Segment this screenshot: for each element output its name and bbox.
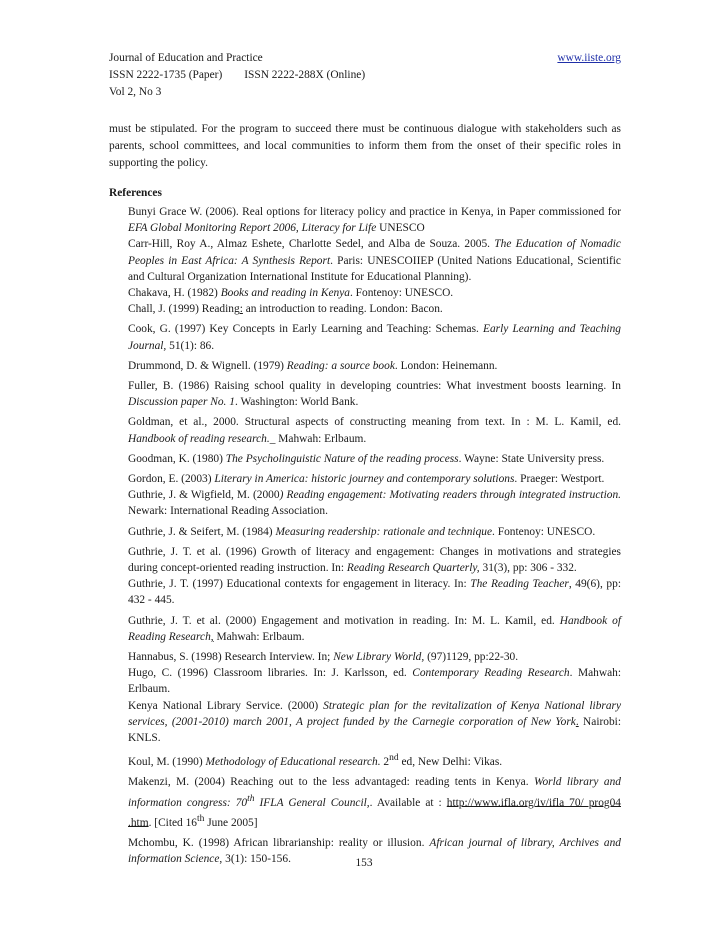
reference-entry [128, 665, 621, 697]
reference-entry [128, 285, 621, 301]
page-number: 153 [355, 857, 373, 869]
reference-text: Cook, G. (1997) Key Concepts in Early Learning and Teaching: Schemas. [128, 323, 484, 336]
reference-text: Goodman, K. (1980) [128, 452, 226, 465]
reference-text: Books and reading in Kenya [220, 287, 350, 300]
reference-text: Drummond, D. & Wignell. (1979) [128, 359, 287, 372]
reference-text: Bunyi Grace W. (2006). Real options for literacy policy and practice in Kenya, in Paper commissioned for [128, 206, 621, 218]
reference-text: . Washington: World Bank. [234, 396, 359, 409]
issn-online: ISSN 2222-288X (Online) [244, 69, 366, 81]
issn-line [109, 67, 621, 84]
reference-entry [128, 301, 621, 317]
reference-entry [128, 524, 621, 540]
reference-text: . Praeger: Westport. [514, 473, 605, 486]
reference-text: New Library World, [333, 651, 425, 664]
reference-text: World library and information congress: 70 [128, 776, 621, 809]
reference-text: 51(1): 86. [166, 339, 215, 352]
reference-text: an introduction to reading. London: Bacon. [242, 303, 443, 316]
reference-text: Handbook of Reading Research [128, 614, 621, 643]
body-paragraph: must be stipulated. For the program to succeed there must be continuous dialogue with stakeholders such as parents, school committees, and local communities to inform them from the onset of their specific roles in supporting the policy. [109, 123, 621, 169]
reference-text[interactable]: http://www.ifla.org/iv/ifla 70/ prog04 .htm [128, 796, 621, 829]
reference-text: , [210, 630, 214, 643]
reference-entry [128, 698, 621, 747]
reference-text: Newark: International Reading Association. [128, 505, 328, 518]
reference-text: Chall, J. (1999) Reading [128, 303, 240, 316]
reference-text: Guthrie, J. T. et al. (2000) Engagement and motivation in reading. In: M. L. Kamil, ed. [128, 614, 560, 627]
reference-entry [128, 613, 621, 645]
reference-text: Nairobi: KNLS. [128, 715, 621, 745]
reference-text: . Available at : [369, 796, 447, 809]
reference-text: 31(3), pp: 306 - 332. [479, 562, 577, 575]
reference-text: IFLA General Council, [254, 796, 370, 809]
reference-text: Reading Research Quarterly, [346, 562, 480, 575]
reference-text: . Paris: UNESCOIIEP (United Nations Educational, Scientific and Cultural Organization International Institute for Educational Planning). [128, 254, 621, 283]
reference-text: Chakava, H. (1982) [128, 287, 221, 300]
reference-text: Guthrie, J. T. et al. (1996) Growth of literacy and engagement: Changes in motivations and strategies during concept-oriented reading instruction. In: [128, 545, 621, 575]
reference-text: . London: Heinemann. [394, 359, 498, 372]
reference-entry [128, 544, 621, 576]
reference-entry [128, 451, 621, 467]
reference-text: th [196, 813, 205, 824]
reference-text: Fuller, B. (1986) Raising school quality in developing countries: What investment boosts learning. In [128, 380, 621, 393]
reference-text: Handbook of reading research. [128, 432, 270, 445]
reference-text: Hugo, C. (1996) Classroom libraries. In: J. Karlsson, ed. [128, 667, 413, 680]
reference-text: Discussion paper No. 1 [128, 396, 235, 409]
reference-text: Guthrie, J. & Seifert, M. (1984) [128, 525, 276, 538]
reference-text: Strategic plan for the revitalization of Kenya National library services, (2001-2010) march 2001, A project funded by the Carnegie corporation of New York [128, 699, 622, 728]
reference-text: Makenzi, M. (2004) Reaching out to the less advantaged: reading tents in Kenya. [128, 776, 534, 789]
reference-text: , 49(6), pp: 432 - 445. [128, 578, 621, 607]
journal-header [109, 50, 621, 101]
reference-entry [128, 204, 621, 236]
reference-text: Carr-Hill, Roy A., Almaz Eshete, Charlotte Sedel, and Alba de Souza. 2005. [128, 238, 495, 251]
reference-text: _ Mahwah: Erlbaum. [269, 432, 367, 445]
reference-text: Measuring readership: rationale and technique [275, 525, 493, 538]
reference-text: . [Cited 16 [148, 816, 197, 829]
reference-text: Mahwah: Erlbaum. [213, 630, 305, 643]
reference-list [128, 204, 621, 867]
reference-entry [128, 774, 621, 830]
reference-text: Contemporary Reading Research [412, 667, 570, 680]
reference-text: Guthrie, J. T. (1997) Educational contexts for engagement in literacy. In: [128, 578, 471, 591]
reference-text: Gordon, E. (2003) [128, 473, 215, 486]
reference-text: EFA Global Monitoring Report 2006, Literacy for Life [128, 222, 377, 235]
reference-text: Methodology of Educational research. [205, 756, 381, 769]
reference-text: . [575, 715, 579, 728]
reference-text: Guthrie, J. & Wigfield, M. (2000 [128, 489, 280, 502]
reference-text: (97)1129, pp:22-30. [424, 651, 519, 664]
reference-entry [128, 750, 621, 770]
reference-text: Goldman, et al., 2000. Structural aspects of constructing meaning from text. In : M. L. Kamil, ed. [128, 416, 621, 429]
reference-entry [128, 236, 621, 285]
reference-text: nd [389, 753, 399, 764]
reference-entry [128, 358, 621, 374]
reference-text: . Mahwah: Erlbaum. [128, 667, 622, 696]
reference-text: : [239, 303, 243, 316]
issn-paper: ISSN 2222-1735 (Paper) [109, 69, 223, 81]
reference-text: Early Learning and Teaching Journal, [128, 323, 621, 352]
reference-text: The Psycholinguistic Nature of the reading process [225, 452, 459, 465]
reference-entry [128, 487, 621, 519]
reference-entry [128, 471, 621, 487]
reference-text: African journal of library, Archives and information Science [128, 836, 621, 865]
reference-text: Koul, M. (1990) [128, 756, 206, 769]
journal-title: Journal of Education and Practice [109, 52, 263, 64]
reference-text: , 3(1): 150-156. [219, 852, 291, 865]
references-heading: References [109, 187, 162, 199]
reference-text: Kenya National Library Service. (2000) [128, 699, 324, 712]
reference-text: The Education of Nomadic Peoples in East Africa: A Synthesis Report [128, 238, 621, 267]
reference-entry [128, 321, 621, 353]
journal-website-link[interactable]: www.iiste.org [557, 52, 621, 64]
reference-text: June 2005] [204, 816, 258, 829]
reference-text: UNESCO [376, 222, 425, 235]
volume-issue: Vol 2, No 3 [109, 86, 162, 98]
reference-text: . Fontenoy: UNESCO. [492, 525, 596, 538]
reference-text: Reading: a source book [286, 359, 395, 372]
reference-text: ed, New Delhi: Vikas. [398, 756, 503, 769]
reference-entry [128, 378, 621, 410]
reference-text: . Wayne: State University press. [458, 452, 605, 465]
reference-entry [128, 576, 621, 608]
reference-text: Mchombu, K. (1998) African librarianship: reality or illusion. [128, 836, 430, 849]
reference-text: Hannabus, S. (1998) Research Interview. In; [128, 651, 334, 664]
reference-text: ) Reading engagement: Motivating readers through integrated instruction. [279, 489, 621, 502]
reference-text: 2 [380, 756, 390, 769]
reference-text: . Fontenoy: UNESCO. [349, 287, 454, 300]
reference-entry [128, 414, 621, 446]
reference-text: The Reading Teacher [470, 578, 569, 591]
reference-text: Literary in America: historic journey and contemporary solutions [214, 473, 515, 486]
reference-entry [128, 649, 621, 665]
reference-text: th [247, 793, 255, 804]
